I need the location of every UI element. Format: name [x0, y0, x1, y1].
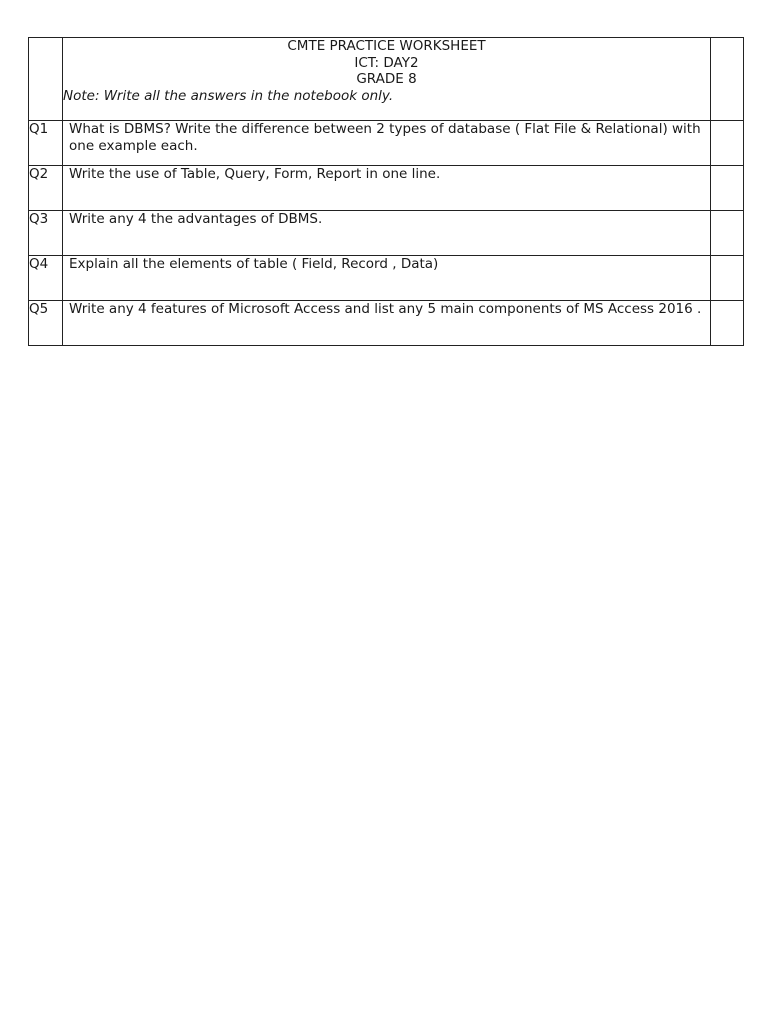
question-number: Q3 — [29, 211, 63, 256]
marks-cell — [711, 301, 744, 346]
question-text: Write the use of Table, Query, Form, Report in one line. — [69, 166, 441, 182]
question-cell — [63, 301, 711, 346]
question-cell — [63, 166, 711, 211]
marks-cell — [711, 256, 744, 301]
header-marks-cell — [711, 38, 744, 121]
header-row — [29, 38, 744, 121]
worksheet-title: CMTE PRACTICE WORKSHEET — [287, 38, 486, 54]
question-cell — [63, 211, 711, 256]
question-row-2 — [29, 166, 744, 211]
question-number: Q1 — [29, 121, 63, 166]
marks-cell — [711, 211, 744, 256]
header-cell — [63, 38, 711, 121]
question-number: Q5 — [29, 301, 63, 346]
question-number: Q2 — [29, 166, 63, 211]
question-row-5 — [29, 301, 744, 346]
question-number: Q4 — [29, 256, 63, 301]
marks-cell — [711, 166, 744, 211]
question-text: Write any 4 features of Microsoft Access and list any 5 main components of MS Access 2016 . — [69, 301, 702, 317]
question-text: Explain all the elements of table ( Field, Record , Data) — [69, 256, 439, 272]
worksheet-table — [28, 37, 744, 346]
worksheet-grade: GRADE 8 — [356, 71, 417, 87]
question-text: What is DBMS? Write the difference between 2 types of database ( Flat File & Relational) with one example each. — [69, 121, 701, 154]
question-row-1 — [29, 121, 744, 166]
worksheet-page — [28, 37, 744, 346]
question-cell — [63, 121, 711, 166]
question-row-3 — [29, 211, 744, 256]
header-number-cell — [29, 38, 63, 121]
question-cell — [63, 256, 711, 301]
marks-cell — [711, 121, 744, 166]
question-text: Write any 4 the advantages of DBMS. — [69, 211, 323, 227]
question-row-4 — [29, 256, 744, 301]
worksheet-note: Note: Write all the answers in the notebook only. — [63, 87, 394, 104]
worksheet-subject: ICT: DAY2 — [354, 54, 419, 71]
